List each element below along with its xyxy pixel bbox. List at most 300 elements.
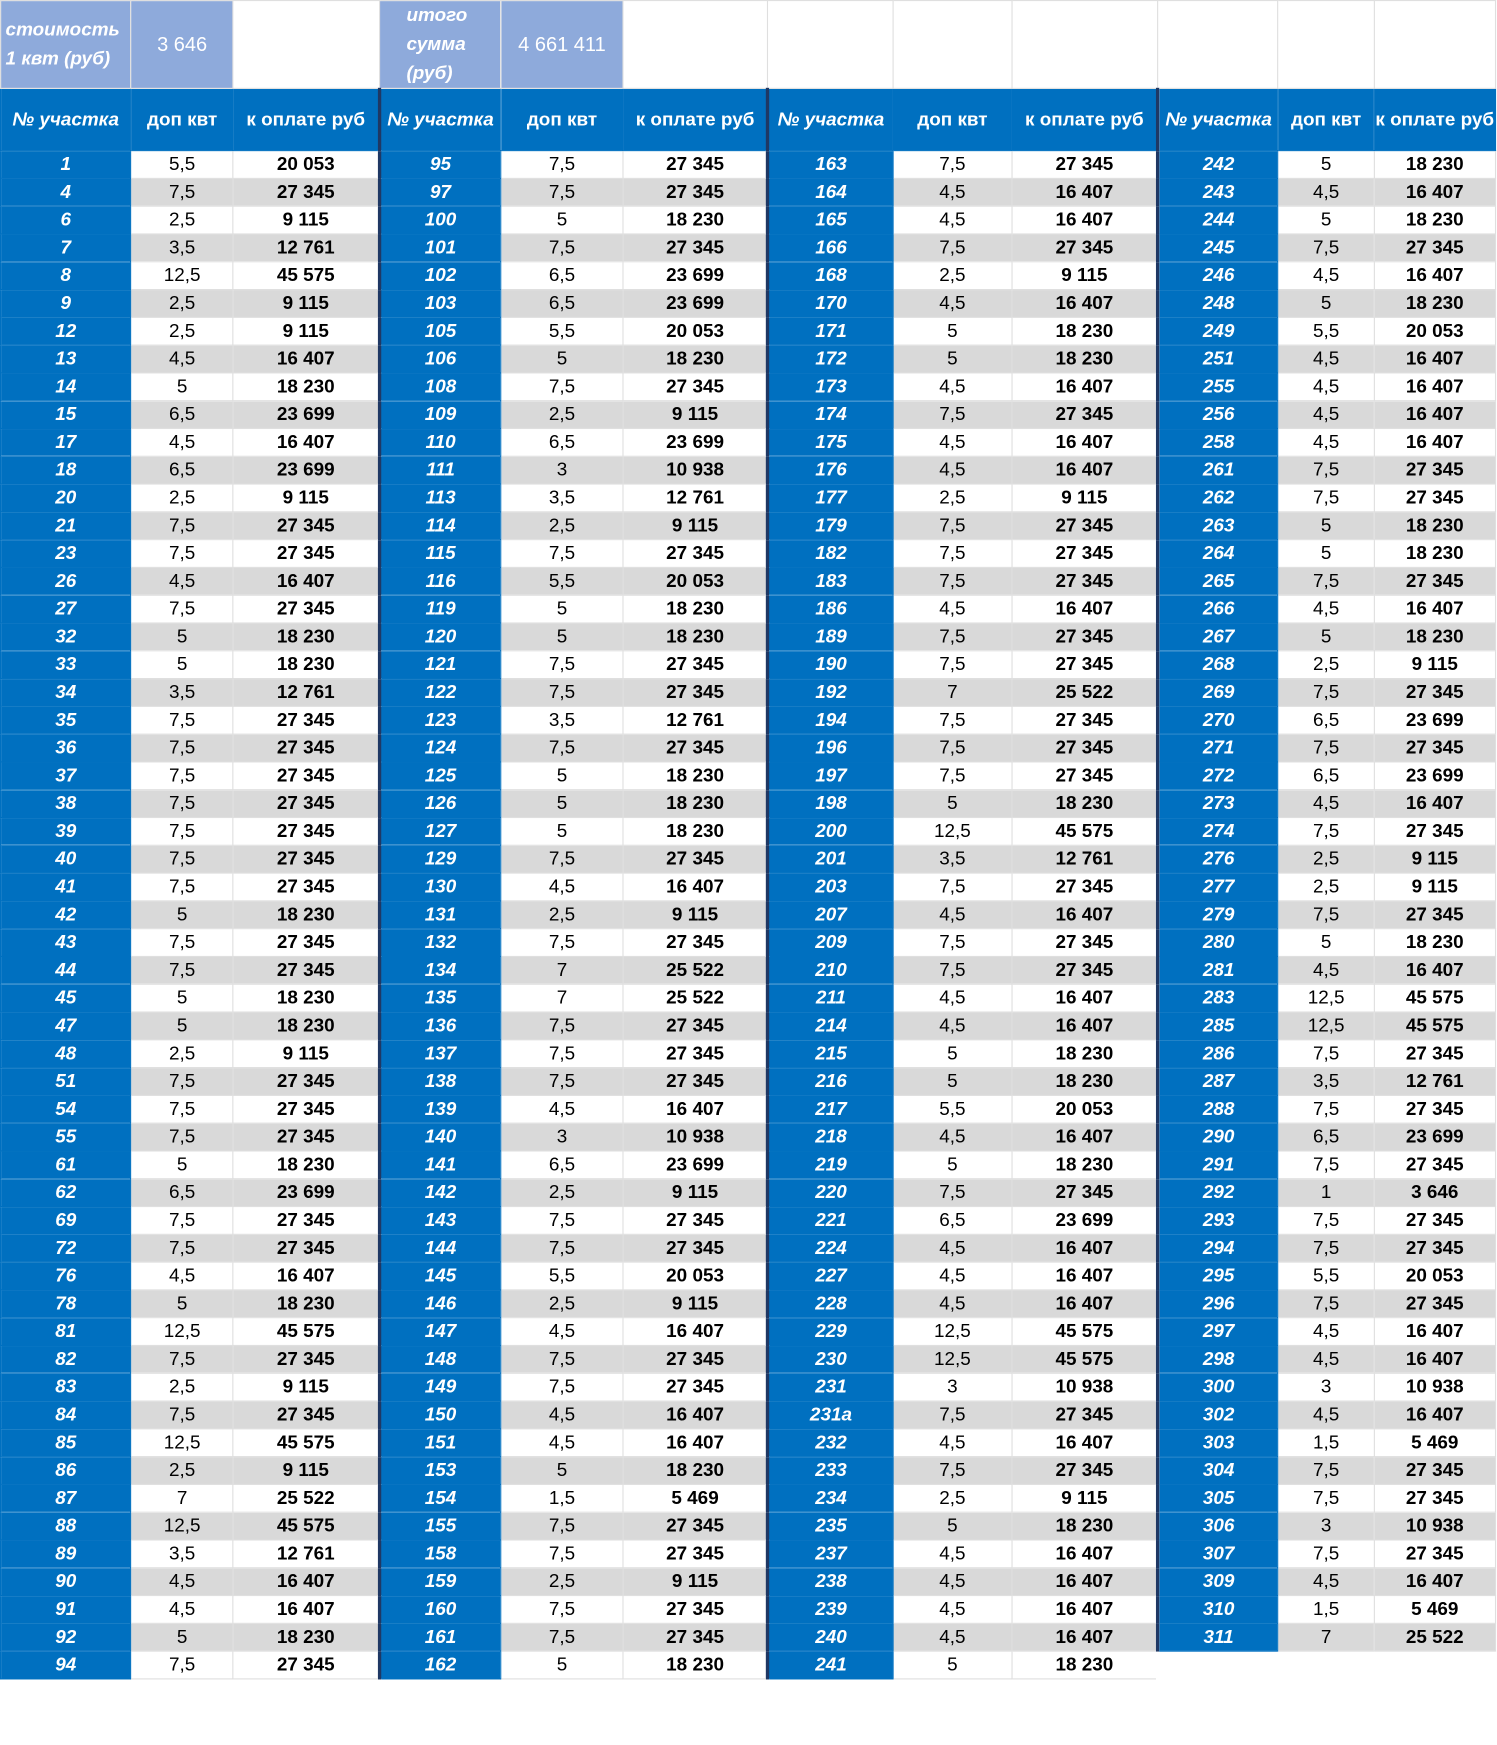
extra-kw-cell[interactable]: 7,5 — [893, 567, 1012, 595]
payment-cell[interactable]: 16 407 — [233, 1568, 379, 1596]
payment-cell[interactable]: 27 345 — [1374, 1095, 1496, 1123]
payment-cell[interactable]: 16 407 — [1374, 262, 1496, 290]
plot-number-cell[interactable]: 62 — [1, 1179, 131, 1207]
extra-kw-cell[interactable]: 4,5 — [1278, 1568, 1374, 1596]
payment-cell[interactable]: 27 345 — [233, 734, 379, 762]
extra-kw-cell[interactable]: 1,5 — [501, 1484, 624, 1512]
plot-number-cell[interactable]: 231 — [768, 1373, 893, 1401]
plot-number-cell[interactable]: 17 — [1, 428, 131, 456]
payment-cell[interactable]: 25 522 — [233, 1484, 379, 1512]
extra-kw-cell[interactable]: 7,5 — [1278, 734, 1374, 762]
payment-cell[interactable]: 10 938 — [1012, 1373, 1158, 1401]
plot-number-cell[interactable]: 304 — [1158, 1457, 1278, 1485]
payment-cell[interactable]: 27 345 — [1374, 1234, 1496, 1262]
extra-kw-cell[interactable]: 7,5 — [893, 1401, 1012, 1429]
extra-kw-cell[interactable]: 7,5 — [1278, 1540, 1374, 1568]
extra-kw-cell[interactable]: 12,5 — [131, 1429, 233, 1457]
payment-cell[interactable]: 27 345 — [233, 1651, 379, 1679]
payment-cell[interactable]: 16 407 — [1012, 595, 1158, 623]
extra-kw-cell[interactable]: 4,5 — [893, 984, 1012, 1012]
extra-kw-cell[interactable]: 4,5 — [893, 595, 1012, 623]
payment-cell[interactable]: 16 407 — [623, 1429, 768, 1457]
extra-kw-cell[interactable]: 4,5 — [131, 428, 233, 456]
extra-kw-cell[interactable]: 7,5 — [131, 734, 233, 762]
extra-kw-cell[interactable]: 4,5 — [893, 1262, 1012, 1290]
payment-cell[interactable]: 12 761 — [1374, 1068, 1496, 1096]
plot-number-cell[interactable]: 182 — [768, 540, 893, 568]
payment-cell[interactable]: 9 115 — [1012, 262, 1158, 290]
extra-kw-cell[interactable]: 6,5 — [501, 290, 624, 318]
extra-kw-cell[interactable]: 4,5 — [501, 1429, 624, 1457]
extra-kw-cell[interactable]: 5 — [501, 1651, 624, 1679]
payment-cell[interactable]: 10 938 — [1374, 1373, 1496, 1401]
plot-number-cell[interactable]: 97 — [379, 178, 500, 206]
extra-kw-cell[interactable]: 3,5 — [131, 1540, 233, 1568]
payment-cell[interactable]: 16 407 — [1374, 1345, 1496, 1373]
plot-number-cell[interactable]: 131 — [379, 901, 500, 929]
payment-cell[interactable]: 16 407 — [1012, 428, 1158, 456]
payment-cell[interactable]: 16 407 — [1374, 373, 1496, 401]
plot-number-cell[interactable]: 100 — [379, 206, 500, 234]
plot-number-cell[interactable]: 145 — [379, 1262, 500, 1290]
extra-kw-cell[interactable]: 7,5 — [501, 1596, 624, 1624]
payment-cell[interactable]: 16 407 — [1374, 1401, 1496, 1429]
plot-number-cell[interactable]: 126 — [379, 790, 500, 818]
payment-cell[interactable]: 27 345 — [1012, 929, 1158, 957]
extra-kw-cell[interactable]: 5 — [501, 595, 624, 623]
payment-cell[interactable]: 27 345 — [233, 1123, 379, 1151]
plot-number-cell[interactable]: 88 — [1, 1512, 131, 1540]
extra-kw-cell[interactable]: 4,5 — [893, 1234, 1012, 1262]
extra-kw-cell[interactable]: 7,5 — [501, 1373, 624, 1401]
extra-kw-cell[interactable]: 5 — [893, 1068, 1012, 1096]
payment-cell[interactable]: 27 345 — [1012, 567, 1158, 595]
extra-kw-cell[interactable]: 5 — [131, 1623, 233, 1651]
extra-kw-cell[interactable]: 6,5 — [131, 1179, 233, 1207]
payment-cell[interactable]: 18 230 — [233, 651, 379, 679]
payment-cell[interactable]: 18 230 — [623, 790, 768, 818]
empty-cell[interactable] — [1278, 1651, 1374, 1679]
plot-number-cell[interactable]: 95 — [379, 151, 500, 179]
payment-cell[interactable]: 27 345 — [1374, 1040, 1496, 1068]
plot-number-cell[interactable]: 307 — [1158, 1540, 1278, 1568]
empty-cell[interactable] — [623, 1, 768, 89]
payment-cell[interactable]: 18 230 — [233, 984, 379, 1012]
extra-kw-cell[interactable]: 4,5 — [893, 178, 1012, 206]
extra-kw-cell[interactable]: 7,5 — [131, 1401, 233, 1429]
plot-number-cell[interactable]: 39 — [1, 818, 131, 846]
plot-number-cell[interactable]: 235 — [768, 1512, 893, 1540]
extra-kw-cell[interactable]: 7,5 — [501, 679, 624, 707]
plot-number-cell[interactable]: 76 — [1, 1262, 131, 1290]
extra-kw-cell[interactable]: 4,5 — [1278, 345, 1374, 373]
extra-kw-cell[interactable]: 7,5 — [1278, 1151, 1374, 1179]
payment-cell[interactable]: 16 407 — [1374, 428, 1496, 456]
plot-number-cell[interactable]: 192 — [768, 679, 893, 707]
payment-cell[interactable]: 16 407 — [233, 567, 379, 595]
plot-number-cell[interactable]: 295 — [1158, 1262, 1278, 1290]
plot-number-cell[interactable]: 34 — [1, 679, 131, 707]
payment-cell[interactable]: 27 345 — [1374, 1540, 1496, 1568]
payment-cell[interactable]: 16 407 — [1012, 178, 1158, 206]
payment-cell[interactable]: 23 699 — [1374, 1123, 1496, 1151]
extra-kw-cell[interactable]: 7,5 — [501, 234, 624, 262]
plot-number-cell[interactable]: 228 — [768, 1290, 893, 1318]
plot-number-cell[interactable]: 232 — [768, 1429, 893, 1457]
payment-cell[interactable]: 9 115 — [233, 317, 379, 345]
payment-cell[interactable]: 12 761 — [623, 484, 768, 512]
plot-number-cell[interactable]: 15 — [1, 401, 131, 429]
payment-cell[interactable]: 27 345 — [623, 679, 768, 707]
payment-cell[interactable]: 23 699 — [1012, 1207, 1158, 1235]
plot-number-cell[interactable]: 165 — [768, 206, 893, 234]
extra-kw-cell[interactable]: 2,5 — [131, 484, 233, 512]
plot-number-cell[interactable]: 218 — [768, 1123, 893, 1151]
extra-kw-cell[interactable]: 3,5 — [893, 845, 1012, 873]
payment-cell[interactable]: 27 345 — [233, 595, 379, 623]
plot-number-cell[interactable]: 141 — [379, 1151, 500, 1179]
cost-per-kw-value[interactable]: 3 646 — [131, 1, 233, 89]
plot-number-cell[interactable]: 168 — [768, 262, 893, 290]
plot-number-cell[interactable]: 234 — [768, 1484, 893, 1512]
plot-number-cell[interactable]: 268 — [1158, 651, 1278, 679]
extra-kw-cell[interactable]: 7,5 — [893, 651, 1012, 679]
extra-kw-cell[interactable]: 5 — [501, 790, 624, 818]
plot-number-cell[interactable]: 270 — [1158, 706, 1278, 734]
plot-number-cell[interactable]: 176 — [768, 456, 893, 484]
payment-cell[interactable]: 9 115 — [1374, 873, 1496, 901]
extra-kw-cell[interactable]: 4,5 — [1278, 595, 1374, 623]
plot-number-cell[interactable]: 33 — [1, 651, 131, 679]
extra-kw-cell[interactable]: 7 — [893, 679, 1012, 707]
payment-cell[interactable]: 27 345 — [623, 651, 768, 679]
extra-kw-cell[interactable]: 7,5 — [893, 734, 1012, 762]
plot-number-cell[interactable]: 274 — [1158, 818, 1278, 846]
plot-number-cell[interactable]: 186 — [768, 595, 893, 623]
plot-number-cell[interactable]: 293 — [1158, 1207, 1278, 1235]
payment-cell[interactable]: 27 345 — [233, 1095, 379, 1123]
extra-kw-cell[interactable]: 5,5 — [131, 151, 233, 179]
payment-cell[interactable]: 27 345 — [623, 1623, 768, 1651]
payment-cell[interactable]: 27 345 — [623, 1040, 768, 1068]
payment-cell[interactable]: 16 407 — [233, 345, 379, 373]
payment-cell[interactable]: 27 345 — [233, 1068, 379, 1096]
extra-kw-cell[interactable]: 4,5 — [1278, 428, 1374, 456]
plot-number-cell[interactable]: 144 — [379, 1234, 500, 1262]
payment-cell[interactable]: 23 699 — [1374, 762, 1496, 790]
plot-number-cell[interactable]: 42 — [1, 901, 131, 929]
plot-number-cell[interactable]: 85 — [1, 1429, 131, 1457]
extra-kw-cell[interactable]: 7,5 — [893, 956, 1012, 984]
payment-cell[interactable]: 3 646 — [1374, 1179, 1496, 1207]
extra-kw-cell[interactable]: 5,5 — [501, 1262, 624, 1290]
extra-kw-cell[interactable]: 5,5 — [1278, 1262, 1374, 1290]
payment-cell[interactable]: 27 345 — [623, 1373, 768, 1401]
extra-kw-cell[interactable]: 7,5 — [131, 1068, 233, 1096]
payment-cell[interactable]: 9 115 — [1012, 484, 1158, 512]
payment-cell[interactable]: 27 345 — [1374, 234, 1496, 262]
extra-kw-cell[interactable]: 6,5 — [131, 456, 233, 484]
payment-cell[interactable]: 27 345 — [1012, 623, 1158, 651]
extra-kw-cell[interactable]: 7,5 — [131, 762, 233, 790]
extra-kw-cell[interactable]: 2,5 — [131, 1373, 233, 1401]
payment-cell[interactable]: 16 407 — [1012, 901, 1158, 929]
payment-cell[interactable]: 10 938 — [623, 1123, 768, 1151]
extra-kw-cell[interactable]: 7,5 — [131, 845, 233, 873]
payment-cell[interactable]: 27 345 — [1374, 1151, 1496, 1179]
payment-cell[interactable]: 16 407 — [233, 1596, 379, 1624]
extra-kw-cell[interactable]: 7,5 — [501, 929, 624, 957]
payment-cell[interactable]: 27 345 — [1374, 818, 1496, 846]
extra-kw-cell[interactable]: 4,5 — [1278, 262, 1374, 290]
plot-number-cell[interactable]: 84 — [1, 1401, 131, 1429]
extra-kw-cell[interactable]: 4,5 — [893, 1290, 1012, 1318]
extra-kw-cell[interactable]: 7 — [1278, 1623, 1374, 1651]
plot-number-cell[interactable]: 105 — [379, 317, 500, 345]
extra-kw-cell[interactable]: 7,5 — [893, 623, 1012, 651]
plot-number-cell[interactable]: 48 — [1, 1040, 131, 1068]
extra-kw-cell[interactable]: 7,5 — [131, 1123, 233, 1151]
payment-cell[interactable]: 18 230 — [623, 345, 768, 373]
payment-cell[interactable]: 27 345 — [233, 956, 379, 984]
extra-kw-cell[interactable]: 7,5 — [131, 512, 233, 540]
plot-number-cell[interactable]: 142 — [379, 1179, 500, 1207]
plot-number-cell[interactable]: 240 — [768, 1623, 893, 1651]
extra-kw-cell[interactable]: 2,5 — [1278, 845, 1374, 873]
payment-cell[interactable]: 16 407 — [233, 1262, 379, 1290]
extra-kw-cell[interactable]: 4,5 — [893, 428, 1012, 456]
payment-cell[interactable]: 16 407 — [623, 873, 768, 901]
payment-cell[interactable]: 5 469 — [623, 1484, 768, 1512]
plot-number-cell[interactable]: 134 — [379, 956, 500, 984]
empty-cell[interactable] — [1158, 1651, 1278, 1679]
payment-cell[interactable]: 9 115 — [233, 1373, 379, 1401]
plot-number-cell[interactable]: 155 — [379, 1512, 500, 1540]
extra-kw-cell[interactable]: 7,5 — [501, 1623, 624, 1651]
payment-cell[interactable]: 16 407 — [233, 428, 379, 456]
plot-number-cell[interactable]: 153 — [379, 1457, 500, 1485]
extra-kw-cell[interactable]: 7,5 — [1278, 1484, 1374, 1512]
plot-number-cell[interactable]: 174 — [768, 401, 893, 429]
extra-kw-cell[interactable]: 2,5 — [131, 317, 233, 345]
plot-number-cell[interactable]: 300 — [1158, 1373, 1278, 1401]
payment-cell[interactable]: 18 230 — [623, 1651, 768, 1679]
plot-number-cell[interactable]: 109 — [379, 401, 500, 429]
plot-number-cell[interactable]: 124 — [379, 734, 500, 762]
payment-cell[interactable]: 27 345 — [233, 818, 379, 846]
plot-number-cell[interactable]: 129 — [379, 845, 500, 873]
payment-cell[interactable]: 18 230 — [233, 1012, 379, 1040]
extra-kw-cell[interactable]: 7,5 — [131, 595, 233, 623]
plot-number-cell[interactable]: 139 — [379, 1095, 500, 1123]
extra-kw-cell[interactable]: 4,5 — [1278, 178, 1374, 206]
payment-cell[interactable]: 27 345 — [623, 234, 768, 262]
plot-number-cell[interactable]: 106 — [379, 345, 500, 373]
payment-cell[interactable]: 16 407 — [1012, 1429, 1158, 1457]
extra-kw-cell[interactable]: 3,5 — [501, 484, 624, 512]
plot-number-cell[interactable]: 243 — [1158, 178, 1278, 206]
plot-number-cell[interactable]: 114 — [379, 512, 500, 540]
extra-kw-cell[interactable]: 12,5 — [1278, 1012, 1374, 1040]
extra-kw-cell[interactable]: 7,5 — [893, 151, 1012, 179]
payment-cell[interactable]: 9 115 — [1012, 1484, 1158, 1512]
plot-number-cell[interactable]: 215 — [768, 1040, 893, 1068]
extra-kw-cell[interactable]: 7,5 — [1278, 1040, 1374, 1068]
extra-kw-cell[interactable]: 7,5 — [501, 1068, 624, 1096]
extra-kw-cell[interactable]: 5 — [893, 790, 1012, 818]
extra-kw-cell[interactable]: 12,5 — [893, 1345, 1012, 1373]
payment-cell[interactable]: 20 053 — [1374, 1262, 1496, 1290]
plot-number-cell[interactable]: 162 — [379, 1651, 500, 1679]
payment-cell[interactable]: 18 230 — [623, 818, 768, 846]
payment-cell[interactable]: 27 345 — [1012, 706, 1158, 734]
payment-cell[interactable]: 9 115 — [623, 1290, 768, 1318]
plot-number-cell[interactable]: 189 — [768, 623, 893, 651]
extra-kw-cell[interactable]: 7,5 — [1278, 484, 1374, 512]
extra-kw-cell[interactable]: 7,5 — [501, 1540, 624, 1568]
extra-kw-cell[interactable]: 2,5 — [131, 290, 233, 318]
extra-kw-cell[interactable]: 4,5 — [131, 567, 233, 595]
payment-cell[interactable]: 27 345 — [1374, 1290, 1496, 1318]
payment-cell[interactable]: 27 345 — [1012, 401, 1158, 429]
payment-cell[interactable]: 27 345 — [1012, 734, 1158, 762]
extra-kw-cell[interactable]: 3,5 — [131, 679, 233, 707]
plot-number-cell[interactable]: 164 — [768, 178, 893, 206]
plot-number-cell[interactable]: 151 — [379, 1429, 500, 1457]
extra-kw-cell[interactable]: 5 — [131, 1012, 233, 1040]
plot-number-cell[interactable]: 294 — [1158, 1234, 1278, 1262]
payment-cell[interactable]: 27 345 — [233, 790, 379, 818]
extra-kw-cell[interactable]: 4,5 — [1278, 1345, 1374, 1373]
payment-cell[interactable]: 18 230 — [1012, 1651, 1158, 1679]
plot-number-cell[interactable]: 207 — [768, 901, 893, 929]
extra-kw-cell[interactable]: 7,5 — [1278, 901, 1374, 929]
extra-kw-cell[interactable]: 5 — [1278, 929, 1374, 957]
payment-cell[interactable]: 45 575 — [233, 1512, 379, 1540]
extra-kw-cell[interactable]: 7,5 — [1278, 1207, 1374, 1235]
extra-kw-cell[interactable]: 4,5 — [893, 901, 1012, 929]
extra-kw-cell[interactable]: 5 — [131, 901, 233, 929]
payment-cell[interactable]: 12 761 — [1012, 845, 1158, 873]
extra-kw-cell[interactable]: 7,5 — [131, 1095, 233, 1123]
extra-kw-cell[interactable]: 4,5 — [893, 206, 1012, 234]
plot-number-cell[interactable]: 306 — [1158, 1512, 1278, 1540]
payment-cell[interactable]: 18 230 — [1012, 1040, 1158, 1068]
plot-number-cell[interactable]: 285 — [1158, 1012, 1278, 1040]
plot-number-cell[interactable]: 302 — [1158, 1401, 1278, 1429]
payment-cell[interactable]: 16 407 — [1374, 956, 1496, 984]
plot-number-cell[interactable]: 244 — [1158, 206, 1278, 234]
plot-number-cell[interactable]: 102 — [379, 262, 500, 290]
plot-number-cell[interactable]: 287 — [1158, 1068, 1278, 1096]
plot-number-cell[interactable]: 35 — [1, 706, 131, 734]
plot-number-cell[interactable]: 283 — [1158, 984, 1278, 1012]
extra-kw-cell[interactable]: 4,5 — [1278, 401, 1374, 429]
plot-number-cell[interactable]: 311 — [1158, 1623, 1278, 1651]
extra-kw-cell[interactable]: 6,5 — [501, 428, 624, 456]
extra-kw-cell[interactable]: 3,5 — [131, 234, 233, 262]
extra-kw-cell[interactable]: 5 — [1278, 290, 1374, 318]
payment-cell[interactable]: 27 345 — [623, 1540, 768, 1568]
payment-cell[interactable]: 45 575 — [233, 262, 379, 290]
extra-kw-cell[interactable]: 5 — [131, 623, 233, 651]
plot-number-cell[interactable]: 143 — [379, 1207, 500, 1235]
extra-kw-cell[interactable]: 7,5 — [131, 1345, 233, 1373]
extra-kw-cell[interactable]: 7,5 — [501, 1207, 624, 1235]
plot-number-cell[interactable]: 170 — [768, 290, 893, 318]
plot-number-cell[interactable]: 135 — [379, 984, 500, 1012]
plot-number-cell[interactable]: 44 — [1, 956, 131, 984]
plot-number-cell[interactable]: 241 — [768, 1651, 893, 1679]
extra-kw-cell[interactable]: 7,5 — [501, 151, 624, 179]
extra-kw-cell[interactable]: 5 — [893, 1651, 1012, 1679]
extra-kw-cell[interactable]: 5 — [893, 1512, 1012, 1540]
payment-cell[interactable]: 27 345 — [233, 1345, 379, 1373]
payment-cell[interactable]: 18 230 — [233, 623, 379, 651]
payment-cell[interactable]: 16 407 — [1374, 178, 1496, 206]
extra-kw-cell[interactable]: 7,5 — [893, 1457, 1012, 1485]
payment-cell[interactable]: 18 230 — [623, 595, 768, 623]
payment-cell[interactable]: 9 115 — [623, 401, 768, 429]
payment-cell[interactable]: 27 345 — [233, 178, 379, 206]
payment-cell[interactable]: 27 345 — [1012, 1401, 1158, 1429]
payment-cell[interactable]: 27 345 — [623, 1596, 768, 1624]
plot-number-cell[interactable]: 245 — [1158, 234, 1278, 262]
plot-number-cell[interactable]: 211 — [768, 984, 893, 1012]
total-sum-value[interactable]: 4 661 411 — [501, 1, 624, 89]
payment-cell[interactable]: 16 407 — [1012, 1540, 1158, 1568]
plot-number-cell[interactable]: 36 — [1, 734, 131, 762]
extra-kw-cell[interactable]: 7,5 — [131, 873, 233, 901]
plot-number-cell[interactable]: 7 — [1, 234, 131, 262]
plot-number-cell[interactable]: 161 — [379, 1623, 500, 1651]
plot-number-cell[interactable]: 115 — [379, 540, 500, 568]
payment-cell[interactable]: 20 053 — [1374, 317, 1496, 345]
extra-kw-cell[interactable]: 5 — [893, 1151, 1012, 1179]
extra-kw-cell[interactable]: 2,5 — [501, 1290, 624, 1318]
plot-number-cell[interactable]: 92 — [1, 1623, 131, 1651]
plot-number-cell[interactable]: 276 — [1158, 845, 1278, 873]
payment-cell[interactable]: 18 230 — [623, 623, 768, 651]
plot-number-cell[interactable]: 55 — [1, 1123, 131, 1151]
extra-kw-cell[interactable]: 5 — [893, 1040, 1012, 1068]
payment-cell[interactable]: 27 345 — [233, 706, 379, 734]
payment-cell[interactable]: 23 699 — [623, 1151, 768, 1179]
payment-cell[interactable]: 27 345 — [233, 512, 379, 540]
plot-number-cell[interactable]: 221 — [768, 1207, 893, 1235]
payment-cell[interactable]: 16 407 — [1374, 1318, 1496, 1346]
plot-number-cell[interactable]: 231а — [768, 1401, 893, 1429]
payment-cell[interactable]: 20 053 — [623, 1262, 768, 1290]
plot-number-cell[interactable]: 251 — [1158, 345, 1278, 373]
extra-kw-cell[interactable]: 6,5 — [1278, 706, 1374, 734]
plot-number-cell[interactable]: 288 — [1158, 1095, 1278, 1123]
payment-cell[interactable]: 27 345 — [623, 1345, 768, 1373]
payment-cell[interactable]: 27 345 — [233, 1401, 379, 1429]
extra-kw-cell[interactable]: 4,5 — [131, 1568, 233, 1596]
plot-number-cell[interactable]: 175 — [768, 428, 893, 456]
extra-kw-cell[interactable]: 7,5 — [501, 178, 624, 206]
extra-kw-cell[interactable]: 5 — [1278, 623, 1374, 651]
extra-kw-cell[interactable]: 4,5 — [501, 1401, 624, 1429]
extra-kw-cell[interactable]: 3 — [501, 456, 624, 484]
payment-cell[interactable]: 23 699 — [623, 290, 768, 318]
payment-cell[interactable]: 23 699 — [233, 456, 379, 484]
extra-kw-cell[interactable]: 5,5 — [893, 1095, 1012, 1123]
plot-number-cell[interactable]: 122 — [379, 679, 500, 707]
plot-number-cell[interactable]: 47 — [1, 1012, 131, 1040]
extra-kw-cell[interactable]: 4,5 — [501, 1318, 624, 1346]
